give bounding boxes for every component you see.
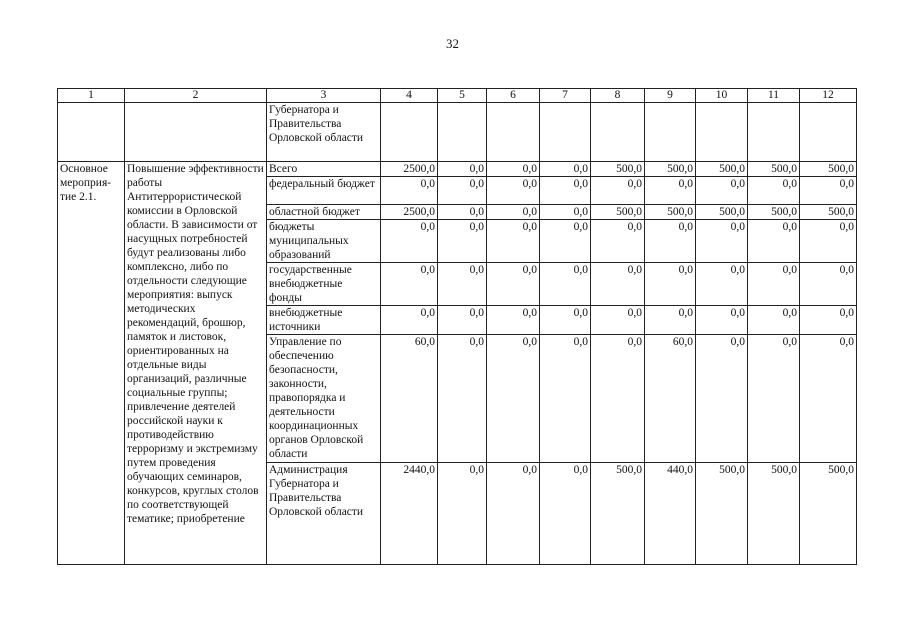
funding-source-cell: Администрация Губернатора и Правительства Орловской области (267, 463, 381, 565)
header-cell: 8 (591, 89, 645, 103)
value-cell: 0,0 (487, 335, 540, 463)
header-row (58, 89, 857, 103)
value-cell: 0,0 (540, 205, 591, 220)
value-cell: 0,0 (645, 177, 696, 205)
value-cell: 0,0 (540, 162, 591, 177)
value-cell: 0,0 (438, 205, 487, 220)
value-cell: 500,0 (591, 463, 645, 565)
empty-cell (748, 103, 800, 162)
value-cell: 500,0 (748, 162, 800, 177)
value-cell: 500,0 (748, 205, 800, 220)
empty-cell (58, 103, 125, 162)
value-cell: 0,0 (800, 220, 857, 263)
empty-cell (800, 103, 857, 162)
value-cell: 0,0 (540, 335, 591, 463)
value-cell: 0,0 (748, 335, 800, 463)
value-cell: 0,0 (487, 463, 540, 565)
funding-source-cell: федеральный бюджет (267, 177, 381, 205)
value-cell: 0,0 (487, 205, 540, 220)
value-cell: 0,0 (696, 177, 748, 205)
header-cell: 6 (487, 89, 540, 103)
value-cell: 500,0 (645, 162, 696, 177)
value-cell: 500,0 (696, 463, 748, 565)
value-cell: 500,0 (800, 162, 857, 177)
value-cell: 0,0 (800, 177, 857, 205)
value-cell: 2500,0 (381, 205, 438, 220)
funding-source-cell: бюджеты муниципальных образований (267, 220, 381, 263)
value-cell: 500,0 (800, 205, 857, 220)
empty-cell (381, 103, 438, 162)
header-cell: 9 (645, 89, 696, 103)
value-cell: 500,0 (696, 205, 748, 220)
value-cell: 0,0 (645, 306, 696, 335)
value-cell: 2500,0 (381, 162, 438, 177)
value-cell: 0,0 (487, 220, 540, 263)
header-cell: 1 (58, 89, 125, 103)
value-cell: 0,0 (591, 335, 645, 463)
activity-description-cell: Повышение эффективности работы Антитеррористической комиссии в Орловской области. В зависимости от насущных потребностей будут реализованы либо комплексно, либо по отдельности следующие мероприятия: выпуск методических рекомендаций, брошюр, памяток и листовок, ориентированных на отдельные виды организаций, различные социальные группы; привлечение деятелей российской науки к противодействию терроризму и экстремизму путем проведения обучающих семинаров, конкурсов, круглых столов по соответствующей тематике; приобретение (125, 162, 267, 565)
value-cell: 0,0 (487, 306, 540, 335)
value-cell: 500,0 (800, 463, 857, 565)
value-cell: 0,0 (696, 263, 748, 306)
value-cell: 0,0 (540, 263, 591, 306)
value-cell: 0,0 (591, 263, 645, 306)
value-cell: 0,0 (487, 263, 540, 306)
header-cell: 12 (800, 89, 857, 103)
value-cell: 0,0 (645, 220, 696, 263)
value-cell: 500,0 (591, 205, 645, 220)
value-cell: 60,0 (645, 335, 696, 463)
value-cell: 0,0 (645, 263, 696, 306)
funding-source-cell: Управление по обеспечению безопасности, законности, правопорядка и деятельности координационных органов Орловской области (267, 335, 381, 463)
value-cell: 500,0 (696, 162, 748, 177)
value-cell: 0,0 (438, 162, 487, 177)
header-cell: 7 (540, 89, 591, 103)
value-cell: 0,0 (696, 220, 748, 263)
value-cell: 0,0 (696, 306, 748, 335)
activity-code-cell: Основное мероприя-тие 2.1. (58, 162, 125, 565)
value-cell: 60,0 (381, 335, 438, 463)
value-cell: 0,0 (748, 263, 800, 306)
budget-table (57, 88, 857, 565)
value-cell: 0,0 (540, 306, 591, 335)
value-cell: 0,0 (591, 306, 645, 335)
header-cell: 4 (381, 89, 438, 103)
value-cell: 0,0 (438, 263, 487, 306)
value-cell: 2440,0 (381, 463, 438, 565)
header-cell: 10 (696, 89, 748, 103)
empty-cell (696, 103, 748, 162)
header-cell: 11 (748, 89, 800, 103)
value-cell: 500,0 (645, 205, 696, 220)
value-cell: 0,0 (800, 335, 857, 463)
funding-row (58, 162, 857, 177)
empty-cell (540, 103, 591, 162)
funding-source-cell: областной бюджет (267, 205, 381, 220)
value-cell: 0,0 (381, 220, 438, 263)
value-cell: 440,0 (645, 463, 696, 565)
value-cell: 500,0 (591, 162, 645, 177)
value-cell: 0,0 (800, 263, 857, 306)
empty-cell (645, 103, 696, 162)
value-cell: 0,0 (800, 306, 857, 335)
header-cell: 5 (438, 89, 487, 103)
page-number: 32 (446, 36, 459, 51)
value-cell: 0,0 (591, 220, 645, 263)
value-cell: 0,0 (487, 177, 540, 205)
value-cell: 0,0 (748, 306, 800, 335)
empty-cell (125, 103, 267, 162)
value-cell: 0,0 (540, 463, 591, 565)
empty-cell (591, 103, 645, 162)
value-cell: 0,0 (540, 177, 591, 205)
empty-cell (487, 103, 540, 162)
header-cell: 3 (267, 89, 381, 103)
funding-source-cell: Всего (267, 162, 381, 177)
value-cell: 0,0 (696, 335, 748, 463)
value-cell: 0,0 (591, 177, 645, 205)
header-cell: 2 (125, 89, 267, 103)
value-cell: 0,0 (540, 220, 591, 263)
empty-cell (438, 103, 487, 162)
value-cell: 0,0 (438, 220, 487, 263)
value-cell: 0,0 (381, 177, 438, 205)
value-cell: 500,0 (748, 463, 800, 565)
continuation-row (58, 103, 857, 162)
value-cell: 0,0 (381, 306, 438, 335)
value-cell: 0,0 (438, 335, 487, 463)
value-cell: 0,0 (438, 463, 487, 565)
funding-source-cell: государственные внебюджетные фонды (267, 263, 381, 306)
value-cell: 0,0 (748, 220, 800, 263)
value-cell: 0,0 (438, 177, 487, 205)
funding-source-cell: Губернатора и Правительства Орловской области (267, 103, 381, 162)
funding-source-cell: внебюджетные источники (267, 306, 381, 335)
value-cell: 0,0 (487, 162, 540, 177)
value-cell: 0,0 (438, 306, 487, 335)
value-cell: 0,0 (381, 263, 438, 306)
value-cell: 0,0 (748, 177, 800, 205)
